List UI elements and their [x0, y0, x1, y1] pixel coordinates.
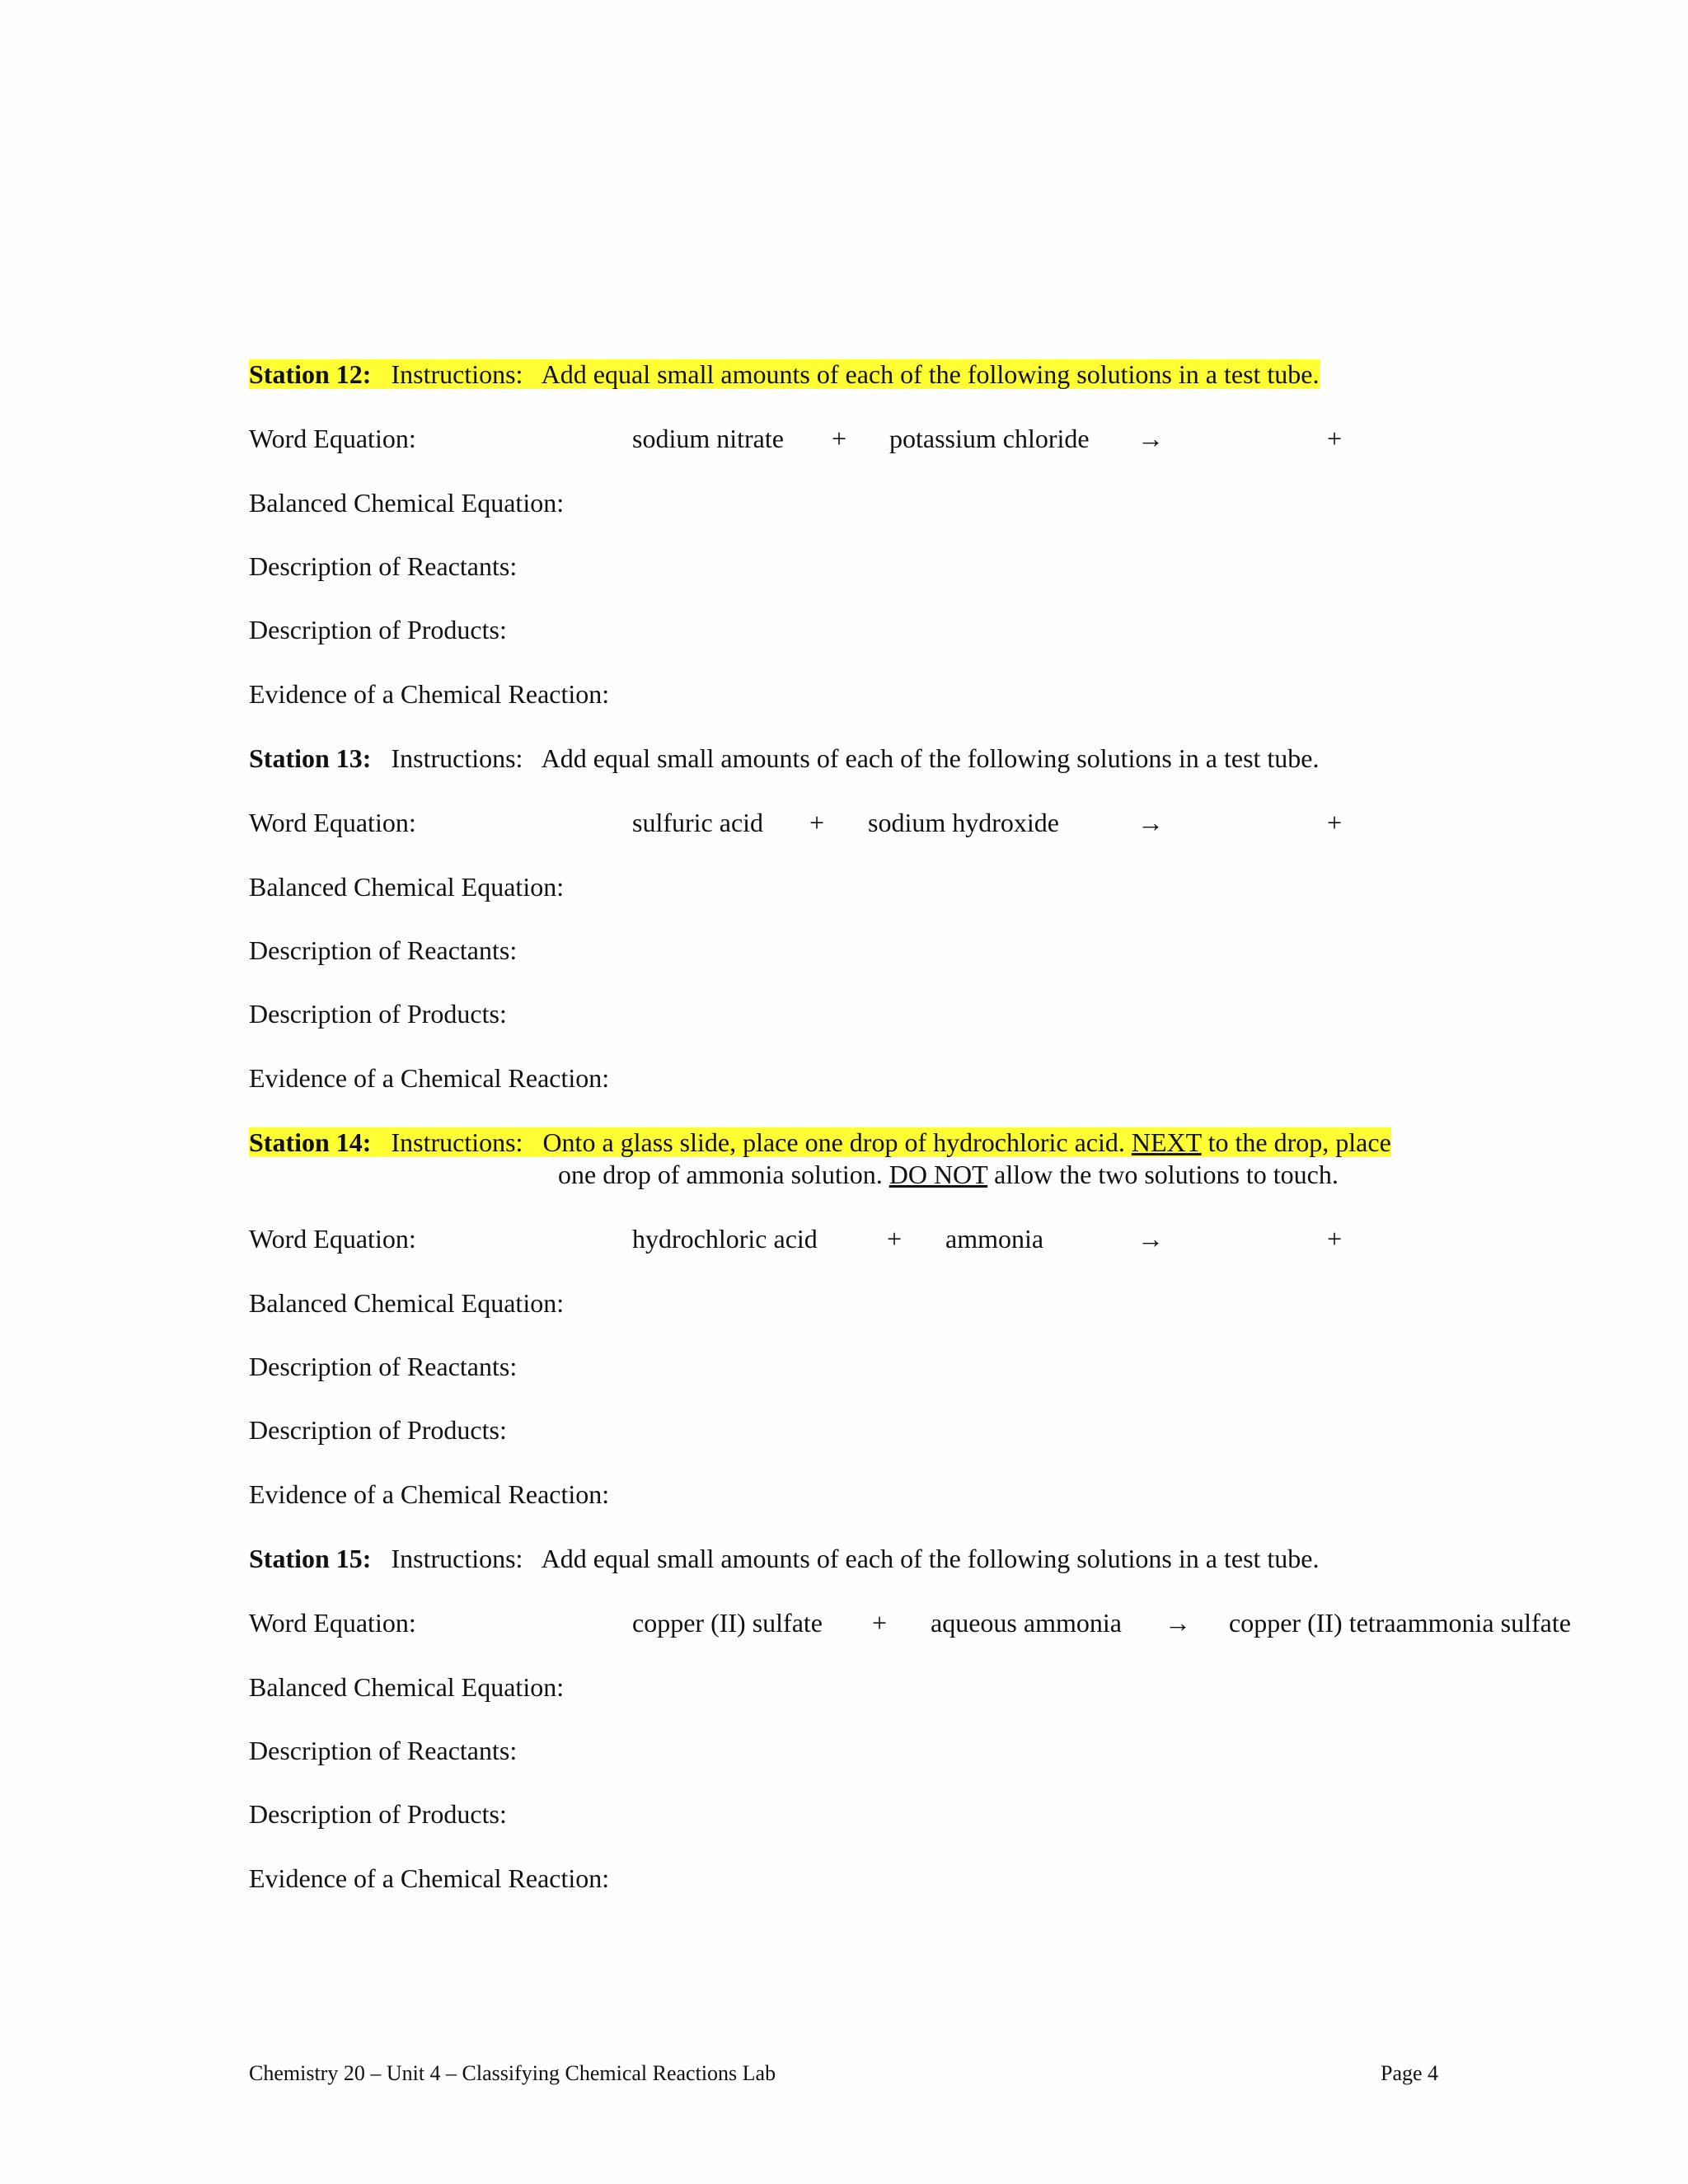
station-14-instruction-do-not: DO NOT: [889, 1160, 988, 1189]
station-13-products-label: Description of Products:: [249, 999, 507, 1029]
station-14-plus-2: +: [1327, 1224, 1343, 1254]
station-14-header: [249, 1126, 1391, 1159]
station-15-instructions-label: Instructions:: [391, 1544, 523, 1573]
station-15-reactant-1: copper (II) sulfate: [632, 1608, 823, 1638]
station-14-evidence-label: Evidence of a Chemical Reaction:: [249, 1479, 610, 1509]
station-15-plus-1: +: [872, 1608, 888, 1638]
station-12-reactant-1: sodium nitrate: [632, 424, 784, 453]
station-12-instruction: Add equal small amounts of each of the following solutions in a test tube.: [541, 359, 1320, 389]
station-14-reactant-1: hydrochloric acid: [632, 1224, 818, 1254]
station-13-reactant-2: sodium hydroxide: [868, 808, 1059, 837]
station-13-arrow: →: [1137, 808, 1164, 837]
station-13-word-equation-label: Word Equation:: [249, 808, 416, 837]
station-14-instruction-line-2-part-1: one drop of ammonia solution.: [558, 1160, 883, 1189]
station-12-reactants-label: Description of Reactants:: [249, 551, 518, 581]
station-14-instruction-part-2: to the drop, place: [1207, 1127, 1391, 1157]
station-13-instructions-label: Instructions:: [391, 743, 523, 773]
station-13-plus-1: +: [809, 808, 825, 837]
station-14-reactants-label: Description of Reactants:: [249, 1352, 518, 1381]
station-14-plus-1: +: [887, 1224, 903, 1254]
station-13-instruction: Add equal small amounts of each of the following solutions in a test tube.: [541, 743, 1320, 773]
station-14-arrow: →: [1137, 1224, 1164, 1254]
station-15-evidence-label: Evidence of a Chemical Reaction:: [249, 1863, 610, 1893]
station-12-plus-1: +: [832, 424, 847, 453]
station-15-balanced-label: Balanced Chemical Equation:: [249, 1672, 565, 1702]
footer-page-number: Page 4: [1381, 2061, 1439, 2085]
station-15-product-1: copper (II) tetraammonia sulfate: [1229, 1608, 1571, 1638]
station-12-label: Station 12:: [249, 359, 372, 389]
station-15-arrow: →: [1165, 1608, 1191, 1638]
station-14-instruction-line-2: [558, 1158, 1339, 1191]
station-12-header: [249, 358, 1320, 391]
station-13-reactants-label: Description of Reactants:: [249, 935, 518, 965]
station-12-instructions-label: Instructions:: [391, 359, 523, 389]
station-12-products-label: Description of Products:: [249, 615, 507, 644]
station-15-label: Station 15:: [249, 1544, 372, 1573]
station-13-balanced-label: Balanced Chemical Equation:: [249, 872, 565, 902]
station-14-products-label: Description of Products:: [249, 1415, 507, 1445]
station-12-arrow: →: [1137, 424, 1164, 453]
station-15-reactant-2: aqueous ammonia: [931, 1608, 1122, 1638]
footer-course-title: Chemistry 20 – Unit 4 – Classifying Chemical Reactions Lab: [249, 2061, 776, 2085]
station-14-instructions-label: Instructions:: [391, 1127, 523, 1157]
station-12-plus-2: +: [1327, 424, 1343, 453]
station-12-balanced-label: Balanced Chemical Equation:: [249, 488, 565, 518]
station-12-reactant-2: potassium chloride: [889, 424, 1090, 453]
station-13-header: [249, 742, 1320, 775]
station-15-word-equation-label: Word Equation:: [249, 1608, 416, 1638]
station-15-instruction: Add equal small amounts of each of the following solutions in a test tube.: [541, 1544, 1320, 1573]
station-14-instruction-next: NEXT: [1131, 1127, 1202, 1157]
station-14-label: Station 14:: [249, 1127, 372, 1157]
station-13-plus-2: +: [1327, 808, 1343, 837]
station-15-reactants-label: Description of Reactants:: [249, 1736, 518, 1765]
station-14-balanced-label: Balanced Chemical Equation:: [249, 1288, 565, 1318]
station-14-reactant-2: ammonia: [945, 1224, 1044, 1254]
station-12-word-equation-label: Word Equation:: [249, 424, 416, 453]
station-14-instruction-part-1: Onto a glass slide, place one drop of hydrochloric acid.: [542, 1127, 1125, 1157]
station-14-word-equation-label: Word Equation:: [249, 1224, 416, 1254]
station-12-evidence-label: Evidence of a Chemical Reaction:: [249, 679, 610, 709]
station-15-header: [249, 1542, 1320, 1575]
station-13-label: Station 13:: [249, 743, 372, 773]
station-14-instruction-line-2-part-2: allow the two solutions to touch.: [994, 1160, 1339, 1189]
station-13-evidence-label: Evidence of a Chemical Reaction:: [249, 1063, 610, 1093]
station-13-reactant-1: sulfuric acid: [632, 808, 764, 837]
station-15-products-label: Description of Products:: [249, 1799, 507, 1829]
